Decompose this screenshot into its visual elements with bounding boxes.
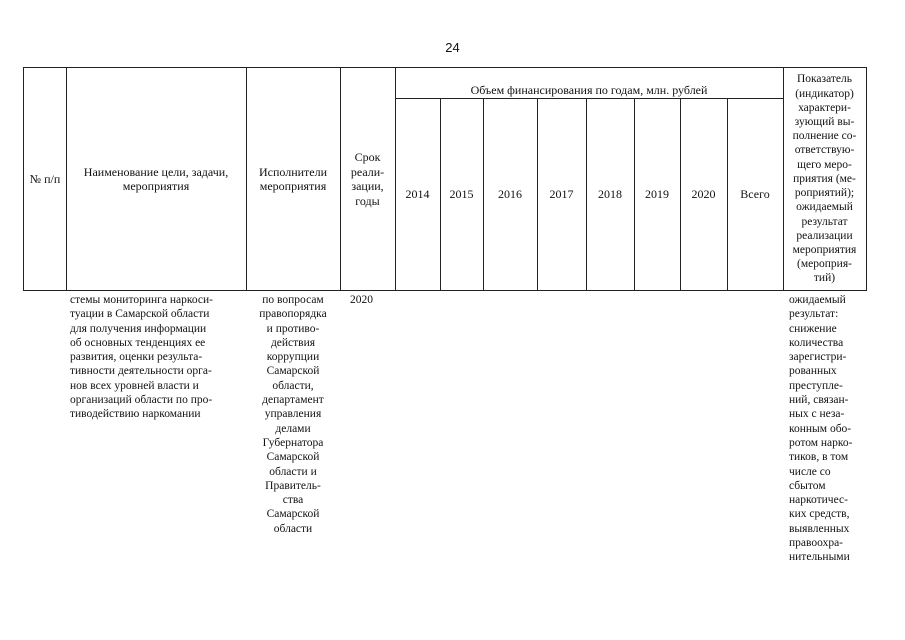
row-name-line: тивности деятельности орга-: [70, 365, 212, 378]
row-indicator-line: выявленных: [789, 522, 850, 535]
row-indicator-line: ких средств,: [789, 508, 850, 521]
row-indicator-line: конным обо-: [789, 422, 852, 435]
header-term: [340, 68, 395, 290]
header-year-2017: 2017: [549, 186, 574, 201]
row-indicator-line: тиков, в том: [789, 451, 849, 464]
header-indicator-line: (индикатор): [795, 87, 854, 100]
row-name-line: нов всех уровней власти и: [70, 379, 199, 392]
header-indicator-line: ожидаемый: [796, 201, 853, 214]
row-executor-line: Самарской: [266, 365, 320, 378]
header-indicator-line: мероприятия: [792, 243, 857, 256]
row-executor-line: департамент: [262, 394, 324, 407]
header-year-2018: 2018: [598, 186, 622, 201]
header-indicator-line: (мероприя-: [797, 258, 852, 271]
row-indicator-line: числе со: [789, 465, 831, 478]
header-indicator-line: щего меро-: [797, 158, 852, 171]
header-name-line: Наименование цели, задачи,: [83, 164, 229, 179]
header-term-line: годы: [355, 193, 380, 208]
header-year-2016: 2016: [498, 186, 522, 201]
row-executor-line: ства: [282, 494, 304, 507]
row-indicator-line: рованных: [789, 365, 837, 378]
header-indicator-line: реализации: [796, 229, 853, 242]
header-year-2014: 2014: [405, 186, 430, 201]
row-indicator-text: [789, 293, 853, 565]
row-executor-line: Правитель-: [265, 479, 321, 492]
header-indicator-line: результат: [801, 215, 848, 228]
header-executors: [246, 68, 340, 290]
row-name-line: развития, оценки результа-: [70, 351, 203, 364]
header-indicator-line: тий): [813, 272, 836, 285]
header-funding-title: Объем финансирования по годам, млн. рублей: [470, 82, 708, 97]
header-name: [66, 68, 246, 290]
row-executor-line: Самарской: [266, 451, 320, 464]
row-indicator-line: снижение: [789, 322, 837, 335]
row-name-line: организаций области по про-: [70, 394, 213, 407]
header-indicator-line: приятия (ме-: [793, 172, 856, 185]
row-name-line: об основных тенденциях ее: [70, 336, 206, 349]
row-executor-line: делами: [275, 422, 311, 435]
row-executor-line: по вопросам: [262, 294, 324, 306]
row-executor-line: и противо-: [266, 322, 320, 335]
row-executors-text: [248, 293, 338, 536]
row-executor-line: правопорядка: [259, 308, 327, 321]
row-indicator-line: правоохра-: [789, 537, 844, 550]
row-indicator-line: ротом нарко-: [789, 436, 853, 449]
header-indicator-line: ответствую-: [794, 144, 855, 157]
row-indicator-line: результат:: [789, 308, 839, 321]
header-executors-line: Исполнители: [258, 164, 328, 179]
row-executor-line: управления: [264, 408, 322, 421]
row-name-line: тиводействию наркомании: [70, 408, 201, 421]
row-indicator-line: ных с неза-: [789, 408, 845, 421]
row-indicator-line: нительными: [789, 551, 850, 564]
header-indicator-line: зующий вы-: [794, 116, 855, 129]
row-executor-line: коррупции: [266, 351, 320, 364]
header-num: № п/п: [29, 171, 61, 186]
row-indicator-line: зарегистри-: [789, 351, 847, 364]
row-term: 2020: [350, 294, 373, 306]
header-year-2015: 2015: [449, 186, 474, 201]
header-indicator-line: характери-: [798, 101, 851, 114]
row-indicator-line: ний, связан-: [789, 394, 849, 407]
header-total: Всего: [740, 186, 770, 201]
header-indicator-line: роприятий);: [794, 187, 855, 200]
row-indicator-line: преступле-: [789, 379, 843, 392]
table-header: [23, 67, 867, 291]
row-indicator-line: наркотичес-: [789, 494, 848, 507]
row-executor-line: области,: [272, 379, 314, 392]
row-name-text: [70, 293, 213, 422]
header-term-line: реали-: [350, 164, 385, 179]
header-year-2020: 2020: [691, 186, 716, 201]
row-executor-line: области: [273, 522, 313, 535]
header-indicator: [783, 68, 866, 290]
row-executor-line: Самарской: [266, 508, 320, 521]
row-executor-line: действия: [270, 336, 316, 349]
row-executor-line: Губернатора: [262, 436, 324, 449]
header-executors-line: мероприятия: [259, 179, 327, 193]
row-name-line: туации в Самарской области: [70, 308, 210, 321]
row-indicator-line: ожидаемый: [789, 294, 846, 306]
page-number: 24: [445, 40, 460, 55]
row-name-line: для получения информации: [70, 322, 207, 335]
header-year-2019: 2019: [645, 186, 669, 201]
header-indicator-line: Показатель: [796, 73, 853, 86]
row-indicator-line: сбытом: [789, 479, 826, 492]
row-executor-line: области и: [269, 465, 317, 478]
header-name-line: мероприятия: [122, 179, 190, 193]
header-term-line: Срок: [354, 150, 381, 164]
row-name-line: стемы мониторинга наркоси-: [70, 294, 213, 306]
header-term-line: зации,: [351, 179, 384, 193]
row-indicator-line: количества: [789, 336, 844, 349]
header-indicator-line: полнение со-: [792, 130, 857, 143]
